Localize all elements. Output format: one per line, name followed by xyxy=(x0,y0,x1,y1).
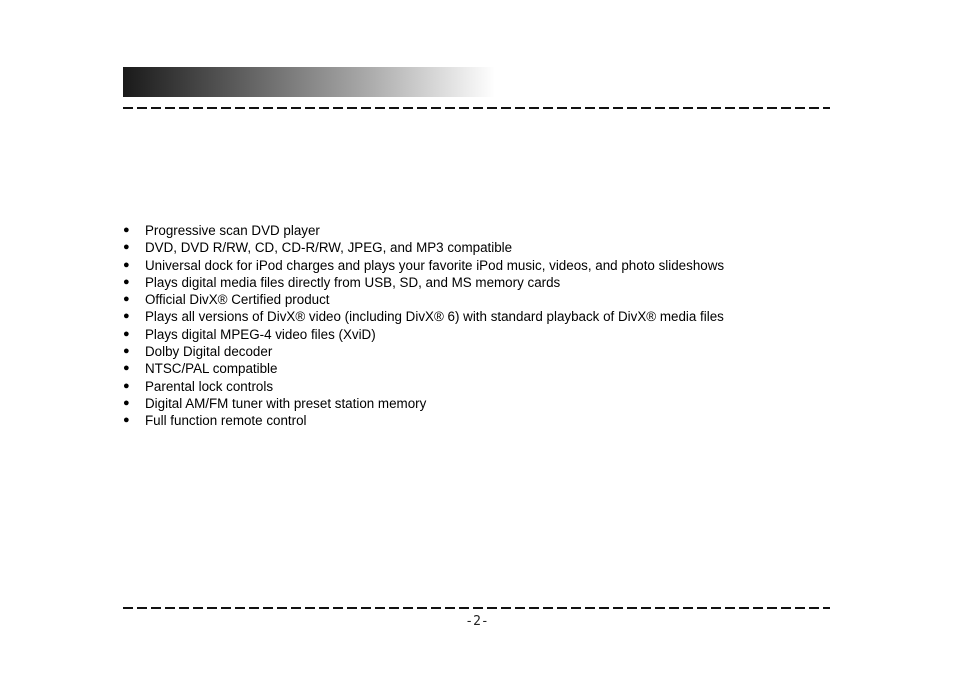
feature-text: Universal dock for iPod charges and plays your favorite iPod music, videos, and photo slideshows xyxy=(145,257,725,273)
feature-text: Digital AM/FM tuner with preset station memory xyxy=(145,395,427,411)
bullet-icon: ● xyxy=(123,414,130,427)
feature-text: Official DivX® Certified product xyxy=(145,292,330,308)
bullet-icon: ● xyxy=(123,293,130,306)
bottom-dashed-rule xyxy=(123,607,830,609)
bullet-icon: ● xyxy=(123,310,130,323)
feature-text: Plays digital media files directly from USB, SD, and MS memory cards xyxy=(145,274,561,290)
bullet-icon: ● xyxy=(123,275,130,288)
feature-text: DVD, DVD R/RW, CD, CD-R/RW, JPEG, and MP3 compatible xyxy=(145,240,513,256)
feature-text: Full function remote control xyxy=(145,413,307,429)
bullet-icon: ● xyxy=(123,362,130,375)
feature-text: Plays digital MPEG-4 video files (XviD) xyxy=(145,326,376,342)
feature-text: Progressive scan DVD player xyxy=(145,223,320,238)
bullet-icon: ● xyxy=(123,258,130,271)
bullet-icon: ● xyxy=(123,379,130,392)
page-number: -2- xyxy=(465,614,489,629)
feature-text: Dolby Digital decoder xyxy=(145,344,273,360)
bullet-icon: ● xyxy=(123,241,130,254)
feature-text: Plays all versions of DivX® video (including DivX® 6) with standard playback of DivX® media files xyxy=(145,309,724,325)
top-dashed-rule xyxy=(123,107,830,109)
bullet-icon: ● xyxy=(123,396,130,409)
bullet-icon: ● xyxy=(123,224,130,236)
bullet-icon: ● xyxy=(123,345,130,358)
feature-text: NTSC/PAL compatible xyxy=(145,361,278,377)
header-gradient-bar xyxy=(123,67,495,97)
feature-text: Parental lock controls xyxy=(145,378,274,394)
bullet-icon: ● xyxy=(123,327,130,340)
